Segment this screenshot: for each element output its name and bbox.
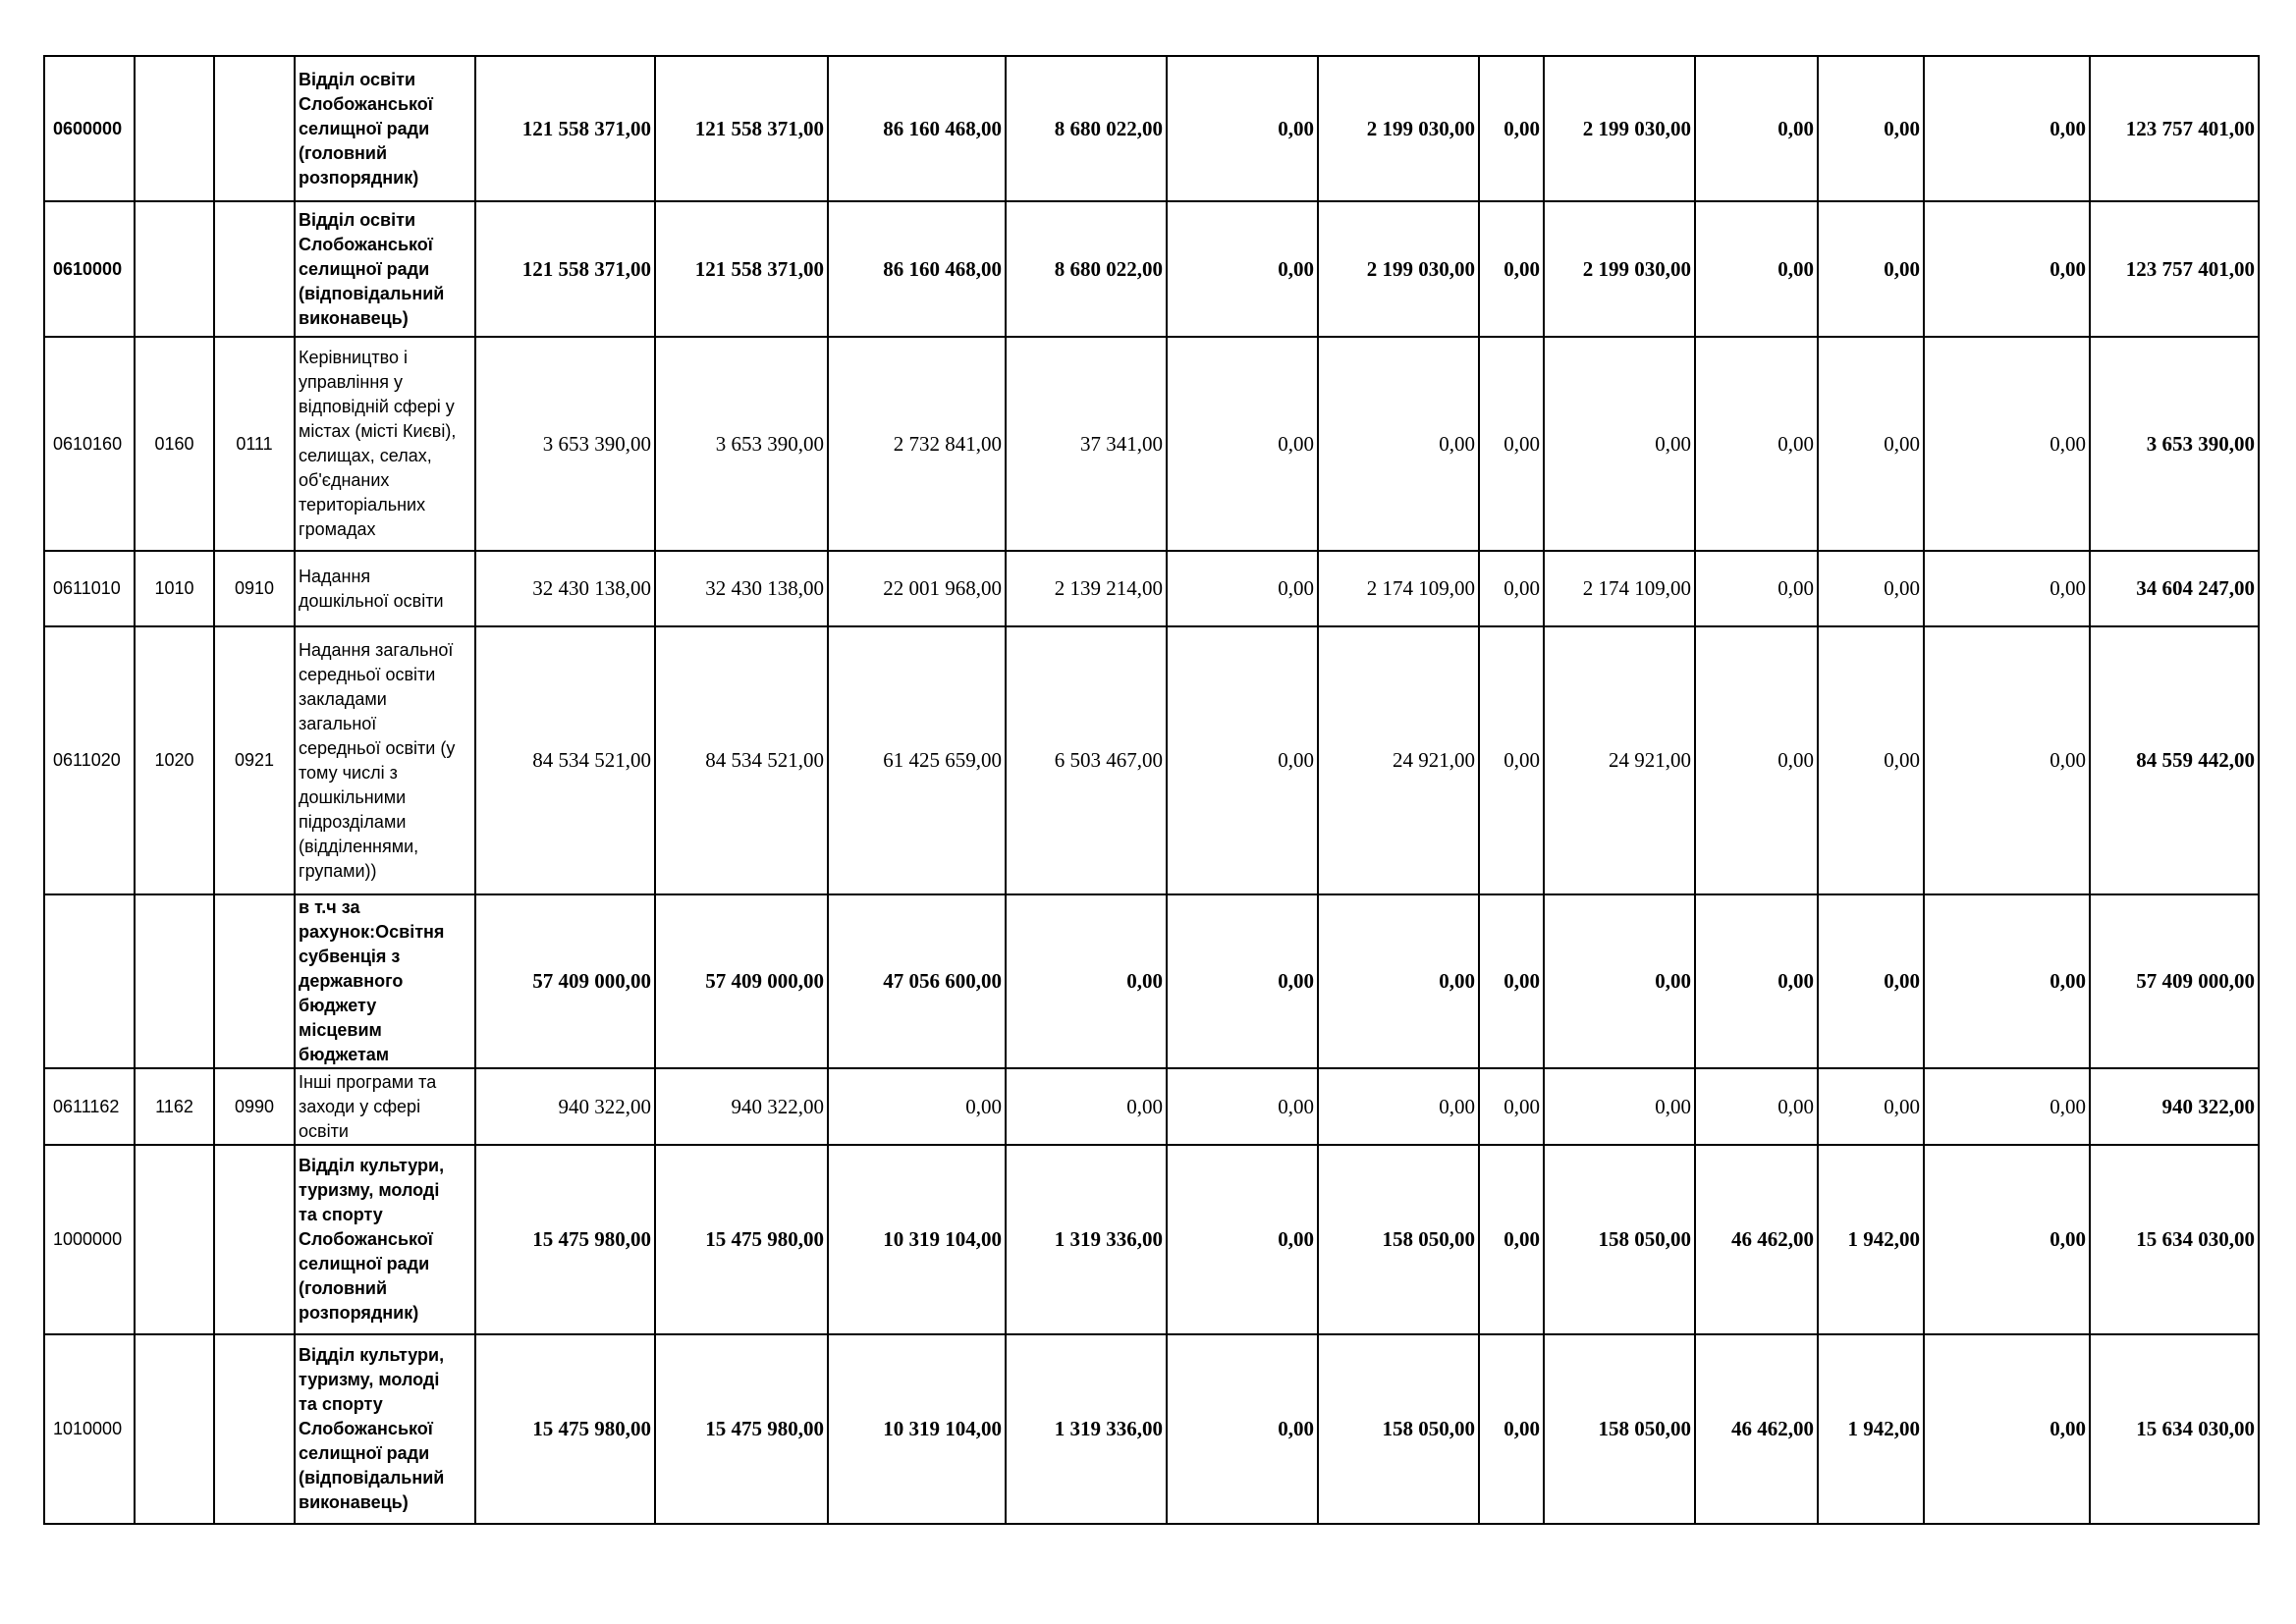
kpk-cell: 1000000 <box>44 1145 135 1334</box>
value-cell: 0,00 <box>1695 626 1818 894</box>
value-cell: 24 921,00 <box>1318 626 1479 894</box>
value-cell: 15 475 980,00 <box>655 1145 828 1334</box>
value-cell: 22 001 968,00 <box>828 551 1006 626</box>
table-row <box>44 201 2259 337</box>
kpk-cell: 0611020 <box>44 626 135 894</box>
value-cell: 0,00 <box>1479 894 1544 1068</box>
value-cell: 940 322,00 <box>655 1068 828 1145</box>
value-cell: 121 558 371,00 <box>655 201 828 337</box>
value-cell: 0,00 <box>1695 1068 1818 1145</box>
value-cell: 0,00 <box>1818 201 1924 337</box>
value-cell: 0,00 <box>1167 1145 1318 1334</box>
total-cell: 84 559 442,00 <box>2090 626 2259 894</box>
value-cell: 121 558 371,00 <box>475 56 655 201</box>
value-cell: 15 475 980,00 <box>475 1334 655 1524</box>
value-cell: 6 503 467,00 <box>1006 626 1167 894</box>
total-cell: 15 634 030,00 <box>2090 1145 2259 1334</box>
total-cell: 123 757 401,00 <box>2090 56 2259 201</box>
kpk-cell: 0610160 <box>44 337 135 551</box>
value-cell: 0,00 <box>828 1068 1006 1145</box>
value-cell: 0,00 <box>1695 56 1818 201</box>
kpk-cell: 0611162 <box>44 1068 135 1145</box>
value-cell: 8 680 022,00 <box>1006 201 1167 337</box>
value-cell: 0,00 <box>1924 1334 2090 1524</box>
kfkvk-cell <box>214 201 295 337</box>
value-cell: 1 319 336,00 <box>1006 1145 1167 1334</box>
table-row <box>44 56 2259 201</box>
value-cell: 0,00 <box>1818 337 1924 551</box>
value-cell: 0,00 <box>1818 894 1924 1068</box>
value-cell: 2 199 030,00 <box>1318 201 1479 337</box>
value-cell: 0,00 <box>1318 1068 1479 1145</box>
total-cell: 57 409 000,00 <box>2090 894 2259 1068</box>
value-cell: 32 430 138,00 <box>655 551 828 626</box>
kfkvk-cell <box>214 56 295 201</box>
value-cell: 37 341,00 <box>1006 337 1167 551</box>
table-row <box>44 1334 2259 1524</box>
value-cell: 10 319 104,00 <box>828 1334 1006 1524</box>
value-cell: 0,00 <box>1924 1145 2090 1334</box>
table-row <box>44 551 2259 626</box>
program-name-cell: Відділ освіти Слобожанської селищної ради (головний розпорядник) <box>295 56 475 201</box>
value-cell: 0,00 <box>1479 1145 1544 1334</box>
value-cell: 0,00 <box>1479 56 1544 201</box>
value-cell: 0,00 <box>1818 551 1924 626</box>
value-cell: 0,00 <box>1167 626 1318 894</box>
kpk-cell <box>44 894 135 1068</box>
program-name-cell: Інші програми та заходи у сфері освіти <box>295 1068 475 1145</box>
value-cell: 158 050,00 <box>1544 1145 1695 1334</box>
value-cell: 2 199 030,00 <box>1544 201 1695 337</box>
value-cell: 0,00 <box>1695 894 1818 1068</box>
value-cell: 84 534 521,00 <box>475 626 655 894</box>
value-cell: 0,00 <box>1924 201 2090 337</box>
value-cell: 1 942,00 <box>1818 1145 1924 1334</box>
value-cell: 0,00 <box>1924 626 2090 894</box>
kfkvk-cell: 0990 <box>214 1068 295 1145</box>
tpkvk-cell <box>135 201 214 337</box>
value-cell: 0,00 <box>1544 894 1695 1068</box>
budget-table <box>43 55 2260 1525</box>
value-cell: 0,00 <box>1318 894 1479 1068</box>
value-cell: 0,00 <box>1006 1068 1167 1145</box>
value-cell: 57 409 000,00 <box>475 894 655 1068</box>
total-cell: 34 604 247,00 <box>2090 551 2259 626</box>
value-cell: 0,00 <box>1479 1068 1544 1145</box>
value-cell: 2 199 030,00 <box>1318 56 1479 201</box>
kfkvk-cell <box>214 894 295 1068</box>
tpkvk-cell <box>135 56 214 201</box>
value-cell: 0,00 <box>1479 337 1544 551</box>
value-cell: 8 680 022,00 <box>1006 56 1167 201</box>
kpk-cell: 0610000 <box>44 201 135 337</box>
program-name-cell: Відділ освіти Слобожанської селищної ради (відповідальний виконавець) <box>295 201 475 337</box>
value-cell: 0,00 <box>1695 551 1818 626</box>
value-cell: 0,00 <box>1167 201 1318 337</box>
value-cell: 47 056 600,00 <box>828 894 1006 1068</box>
value-cell: 121 558 371,00 <box>655 56 828 201</box>
value-cell: 2 199 030,00 <box>1544 56 1695 201</box>
program-name-cell: Надання дошкільної освіти <box>295 551 475 626</box>
value-cell: 2 732 841,00 <box>828 337 1006 551</box>
value-cell: 121 558 371,00 <box>475 201 655 337</box>
value-cell: 1 942,00 <box>1818 1334 1924 1524</box>
tpkvk-cell: 1162 <box>135 1068 214 1145</box>
value-cell: 84 534 521,00 <box>655 626 828 894</box>
value-cell: 3 653 390,00 <box>655 337 828 551</box>
tpkvk-cell: 1010 <box>135 551 214 626</box>
value-cell: 46 462,00 <box>1695 1334 1818 1524</box>
value-cell: 0,00 <box>1479 551 1544 626</box>
value-cell: 0,00 <box>1167 894 1318 1068</box>
value-cell: 3 653 390,00 <box>475 337 655 551</box>
tpkvk-cell <box>135 894 214 1068</box>
kfkvk-cell: 0111 <box>214 337 295 551</box>
value-cell: 10 319 104,00 <box>828 1145 1006 1334</box>
value-cell: 0,00 <box>1479 1334 1544 1524</box>
value-cell: 158 050,00 <box>1544 1334 1695 1524</box>
value-cell: 2 174 109,00 <box>1544 551 1695 626</box>
value-cell: 32 430 138,00 <box>475 551 655 626</box>
value-cell: 57 409 000,00 <box>655 894 828 1068</box>
total-cell: 940 322,00 <box>2090 1068 2259 1145</box>
tpkvk-cell <box>135 1145 214 1334</box>
program-name-cell: Керівництво і управління у відповідній сфері у містах (місті Києві), селищах, селах, об'єднаних територіальних громадах <box>295 337 475 551</box>
value-cell: 0,00 <box>1167 1068 1318 1145</box>
tpkvk-cell: 1020 <box>135 626 214 894</box>
value-cell: 86 160 468,00 <box>828 201 1006 337</box>
value-cell: 0,00 <box>1818 56 1924 201</box>
kfkvk-cell: 0910 <box>214 551 295 626</box>
value-cell: 86 160 468,00 <box>828 56 1006 201</box>
value-cell: 158 050,00 <box>1318 1145 1479 1334</box>
program-name-cell: Відділ культури, туризму, молоді та спорту Слобожанської селищної ради (головний розпорядник) <box>295 1145 475 1334</box>
table-row <box>44 626 2259 894</box>
value-cell: 0,00 <box>1818 626 1924 894</box>
value-cell: 0,00 <box>1924 56 2090 201</box>
kfkvk-cell <box>214 1334 295 1524</box>
value-cell: 46 462,00 <box>1695 1145 1818 1334</box>
table-row <box>44 337 2259 551</box>
tpkvk-cell: 0160 <box>135 337 214 551</box>
value-cell: 0,00 <box>1544 337 1695 551</box>
value-cell: 61 425 659,00 <box>828 626 1006 894</box>
table-row <box>44 1145 2259 1334</box>
value-cell: 0,00 <box>1006 894 1167 1068</box>
tpkvk-cell <box>135 1334 214 1524</box>
kfkvk-cell: 0921 <box>214 626 295 894</box>
table-row <box>44 1068 2259 1145</box>
value-cell: 0,00 <box>1924 551 2090 626</box>
value-cell: 0,00 <box>1167 337 1318 551</box>
value-cell: 0,00 <box>1818 1068 1924 1145</box>
value-cell: 0,00 <box>1167 1334 1318 1524</box>
kpk-cell: 0611010 <box>44 551 135 626</box>
total-cell: 3 653 390,00 <box>2090 337 2259 551</box>
table-row <box>44 894 2259 1068</box>
value-cell: 15 475 980,00 <box>655 1334 828 1524</box>
value-cell: 0,00 <box>1167 56 1318 201</box>
value-cell: 2 174 109,00 <box>1318 551 1479 626</box>
value-cell: 0,00 <box>1924 894 2090 1068</box>
value-cell: 0,00 <box>1318 337 1479 551</box>
total-cell: 123 757 401,00 <box>2090 201 2259 337</box>
kfkvk-cell <box>214 1145 295 1334</box>
value-cell: 0,00 <box>1479 201 1544 337</box>
value-cell: 158 050,00 <box>1318 1334 1479 1524</box>
value-cell: 0,00 <box>1544 1068 1695 1145</box>
program-name-cell: Відділ культури, туризму, молоді та спорту Слобожанської селищної ради (відповідальний виконавець) <box>295 1334 475 1524</box>
program-name-cell: в т.ч за рахунок:Освітня субвенція з державного бюджету місцевим бюджетам <box>295 894 475 1068</box>
value-cell: 940 322,00 <box>475 1068 655 1145</box>
kpk-cell: 0600000 <box>44 56 135 201</box>
value-cell: 15 475 980,00 <box>475 1145 655 1334</box>
value-cell: 24 921,00 <box>1544 626 1695 894</box>
total-cell: 15 634 030,00 <box>2090 1334 2259 1524</box>
value-cell: 0,00 <box>1695 201 1818 337</box>
value-cell: 1 319 336,00 <box>1006 1334 1167 1524</box>
value-cell: 2 139 214,00 <box>1006 551 1167 626</box>
value-cell: 0,00 <box>1924 1068 2090 1145</box>
kpk-cell: 1010000 <box>44 1334 135 1524</box>
value-cell: 0,00 <box>1924 337 2090 551</box>
value-cell: 0,00 <box>1695 337 1818 551</box>
program-name-cell: Надання загальної середньої освіти закладами загальної середньої освіти (у тому числі з дошкільними підрозділами (відділеннями, групами)) <box>295 626 475 894</box>
value-cell: 0,00 <box>1479 626 1544 894</box>
value-cell: 0,00 <box>1167 551 1318 626</box>
